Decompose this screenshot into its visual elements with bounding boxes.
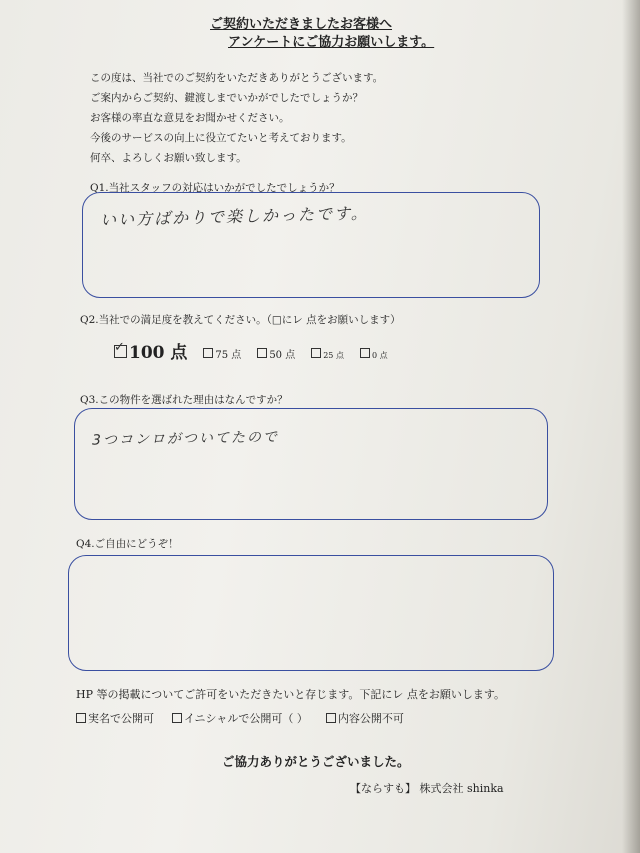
thanks-message: ご協力ありがとうございました。 (222, 754, 410, 769)
checkbox[interactable] (360, 348, 370, 358)
q2-score-options (114, 338, 404, 363)
option-label: 内容公開不可 (337, 712, 404, 725)
q3-answer-box[interactable] (74, 408, 548, 520)
score-label: 75 点 (215, 350, 242, 361)
company-name: 【ならすも】 株式会社 shinka (350, 782, 504, 795)
check-mark-icon: ✓ (114, 340, 125, 355)
option-private[interactable] (326, 710, 404, 726)
score-option-0[interactable] (360, 348, 388, 361)
checkbox[interactable] (76, 713, 86, 723)
checkbox[interactable] (257, 348, 267, 358)
q4-question: Q4.ご自由にどうぞ！ (76, 538, 179, 550)
checkbox-checked[interactable] (114, 340, 127, 358)
q2-question: Q2.当社での満足度を教えてください。（□にレ 点をお願いします） (80, 314, 401, 326)
intro-line: 何卒、よろしくお願い致します。 (90, 152, 247, 164)
score-label: 25 点 (323, 351, 344, 360)
score-option-100[interactable] (114, 338, 187, 363)
score-option-75[interactable] (203, 346, 241, 361)
score-option-50[interactable] (257, 346, 295, 361)
score-label: 0 点 (371, 351, 388, 360)
q1-answer-handwriting: いい方ばかりで楽しかったです。 (99, 203, 369, 230)
hp-permission-note: HP 等の掲載についてご許可をいただきたいと存じます。下記にレ 点をお願いします。 (76, 688, 506, 701)
title-line-1: ご契約いただきましたお客様へ (210, 17, 393, 32)
intro-line: お客様の率直な意見をお聞かせください。 (90, 112, 290, 124)
checkbox[interactable] (326, 713, 336, 723)
hp-permission-options (76, 710, 422, 726)
option-initials[interactable] (172, 710, 308, 726)
score-label: 100 点 (129, 343, 188, 363)
intro-line: この度は、当社でのご契約をいただきありがとうございます。 (90, 72, 384, 84)
checkbox[interactable] (172, 713, 182, 723)
checkbox[interactable] (311, 348, 321, 358)
score-option-25[interactable] (311, 348, 344, 361)
option-real-name[interactable] (76, 710, 154, 726)
intro-line: 今後のサービスの向上に役立てたいと考えております。 (90, 132, 352, 144)
score-label: 50 点 (269, 350, 296, 361)
q3-answer-handwriting: 3つコンロがついてたので (91, 429, 280, 449)
q4-answer-box[interactable] (68, 555, 554, 671)
option-label: 実名で公開可 (88, 712, 154, 725)
q1-question: Q1.当社スタッフの対応はいかがでしたでしょうか？ (90, 182, 340, 194)
option-label: イニシャルで公開可（ ） (184, 712, 308, 725)
checkbox[interactable] (203, 348, 213, 358)
q3-question: Q3.この物件を選ばれた理由はなんですか？ (80, 394, 288, 406)
title-line-2: アンケートにご協力お願いします。 (228, 35, 435, 50)
intro-text (90, 68, 383, 168)
page-shadow (622, 0, 640, 853)
intro-line: ご案内からご契約、鍵渡しまでいかがでしたでしょうか？ (90, 92, 363, 104)
